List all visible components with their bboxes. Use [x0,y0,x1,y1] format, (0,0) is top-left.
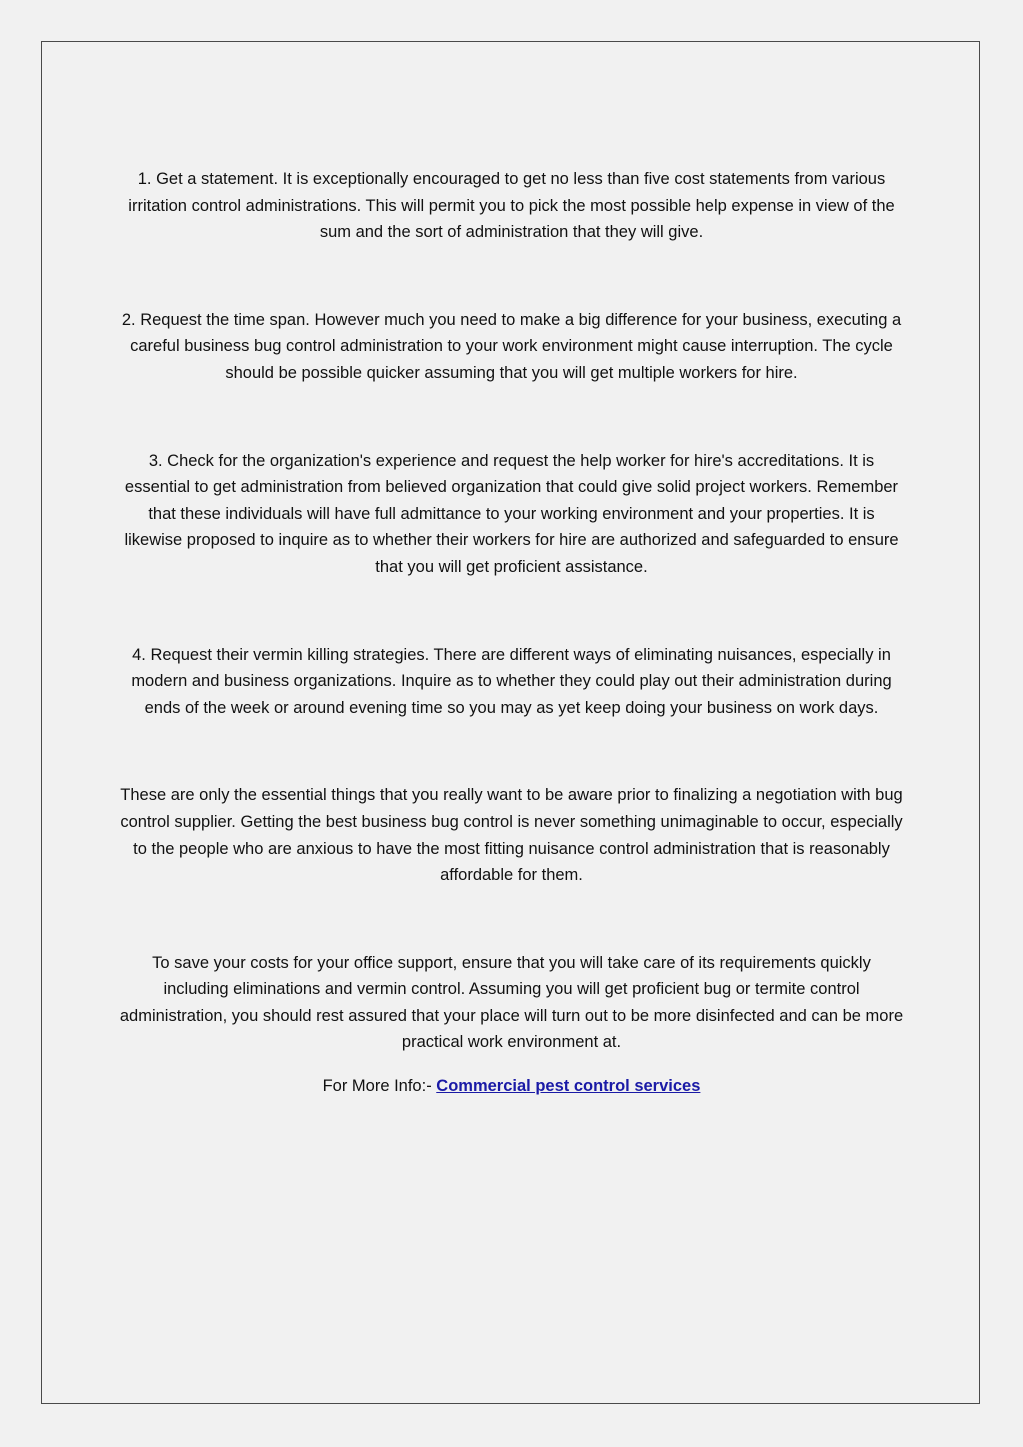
commercial-pest-control-link[interactable]: Commercial pest control services [436,1077,701,1096]
document-body [118,166,905,1100]
paragraph-2: 2. Request the time span. However much you need to make a big difference for your business, executing a careful business bug control administration to your work environment might cause interruption. The cycle should be possible quicker assuming that you will get multiple workers for hire. [121,310,902,382]
more-info-label: For More Info:- [322,1077,437,1096]
more-info-line [118,1073,905,1100]
paragraph-4: 4. Request their vermin killing strategies. There are different ways of eliminating nuisances, especially in modern and business organizations. Inquire as to whether they could play out their administration during ends of the week or around evening time so you may as yet keep doing your business on work days. [131,645,892,717]
paragraph-3: 3. Check for the organization's experience and request the help worker for hire's accreditations. It is essential to get administration from believed organization that could give solid project workers. Remember that these individuals will have full admittance to your working environment and your properties. It is likewise proposed to inquire as to whether their workers for hire are authorized and safeguarded to ensure that you will get proficient assistance. [124,451,899,576]
paragraph-6: To save your costs for your office support, ensure that you will take care of its requirements quickly including eliminations and vermin control. Assuming you will get proficient bug or termite control administration, you should rest assured that your place will turn out to be more disinfected and can be more practical work environment at. [119,953,904,1052]
paragraph-5: These are only the essential things that you really want to be aware prior to finalizing a negotiation with bug control supplier. Getting the best business bug control is never something unimaginable to occur, especially to the people who are anxious to have the most fitting nuisance control administration that is reasonably affordable for them. [120,786,903,885]
paragraph-1: 1. Get a statement. It is exceptionally encouraged to get no less than five cost statements from various irritation control administrations. This will permit you to pick the most possible help expense in view of the sum and the sort of administration that they will give. [128,170,895,242]
